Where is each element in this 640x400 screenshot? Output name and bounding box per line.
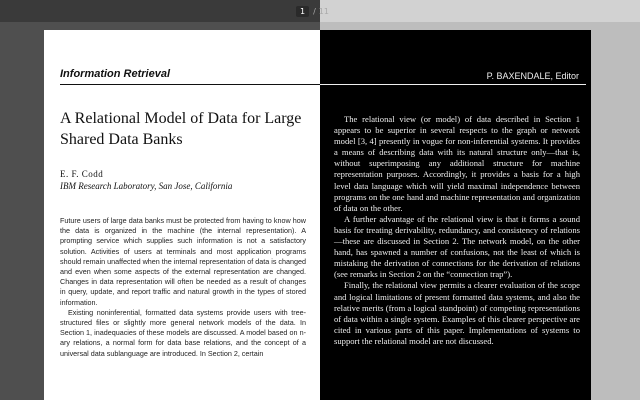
header-rule-right bbox=[320, 84, 586, 85]
abstract bbox=[60, 216, 306, 359]
body-text-column bbox=[334, 114, 580, 347]
document-page bbox=[44, 30, 591, 400]
editor-credit: P. BAXENDALE, Editor bbox=[486, 71, 579, 81]
section-header: Information Retrieval bbox=[60, 68, 171, 80]
viewer-toolbar bbox=[0, 0, 640, 22]
page-counter bbox=[296, 4, 329, 18]
page-total: 11 bbox=[318, 6, 329, 16]
page-number-input[interactable]: 1 bbox=[296, 6, 309, 17]
paper-affiliation: IBM Research Laboratory, San Jose, California bbox=[60, 181, 233, 191]
paper-author: E. F. Codd bbox=[60, 169, 104, 179]
toolbar-left-section bbox=[0, 0, 320, 22]
paper-title: A Relational Model of Data for Large Shared Data Banks bbox=[60, 110, 302, 148]
abstract-paragraph: Existing noninferential, formatted data systems provide users with tree-structured files or slightly more general network models of the data. In Section 1, inadequacies of these models are discussed. A model based on n-ary relations, a normal form for data base relations, and the concept of a universal data sublanguage are introduced. In Section 2, certain bbox=[60, 307, 306, 358]
body-paragraph: The relational view (or model) of data described in Section 1 appears to be superior in several respects to the graph or network model [3, 4] presently in vogue for non-inferential systems. It provides a means of describing data with its natural structure only—that is, without superimposing any additional structure for machine representation purposes. Accordingly, it provides a basis for a high level data language which will yield maximal independence between programs on the one hand and machine representation and organization of data on the other. bbox=[334, 114, 580, 213]
body-paragraph: A further advantage of the relational view is that it forms a sound basis for treating derivability, redundancy, and consistency of relations—these are discussed in Section 2. The network model, on the other hand, has spawned a number of confusions, not the least of which is mistaking the derivation of connections for the derivation of relations (see remarks in Section 2 on the “connection trap”). bbox=[334, 213, 580, 280]
body-paragraph: Finally, the relational view permits a clearer evaluation of the scope and logical limitations of present formatted data systems, and also the relative merits (from a logical standpoint) of competing representations of data within a single system. Examples of this clearer perspective are cited in various parts of this paper. Implementations of systems to support the relational model are not discussed. bbox=[334, 280, 580, 346]
abstract-paragraph: Future users of large data banks must be protected from having to know how the data is organized in the machine (the internal representation). A prompting service which supplies such information is not a satisfactory solution. Activities of users at terminals and most application programs should remain unaffected when the internal representation of data is changed and even when some aspects of the external representation are changed. Changes in data representation will often be needed as a result of changes in query, update, and report traffic and natural growth in the types of stored information. bbox=[60, 216, 307, 307]
page-separator: / bbox=[313, 6, 316, 16]
toolbar-right-section bbox=[320, 0, 640, 22]
header-rule-left bbox=[60, 84, 320, 85]
